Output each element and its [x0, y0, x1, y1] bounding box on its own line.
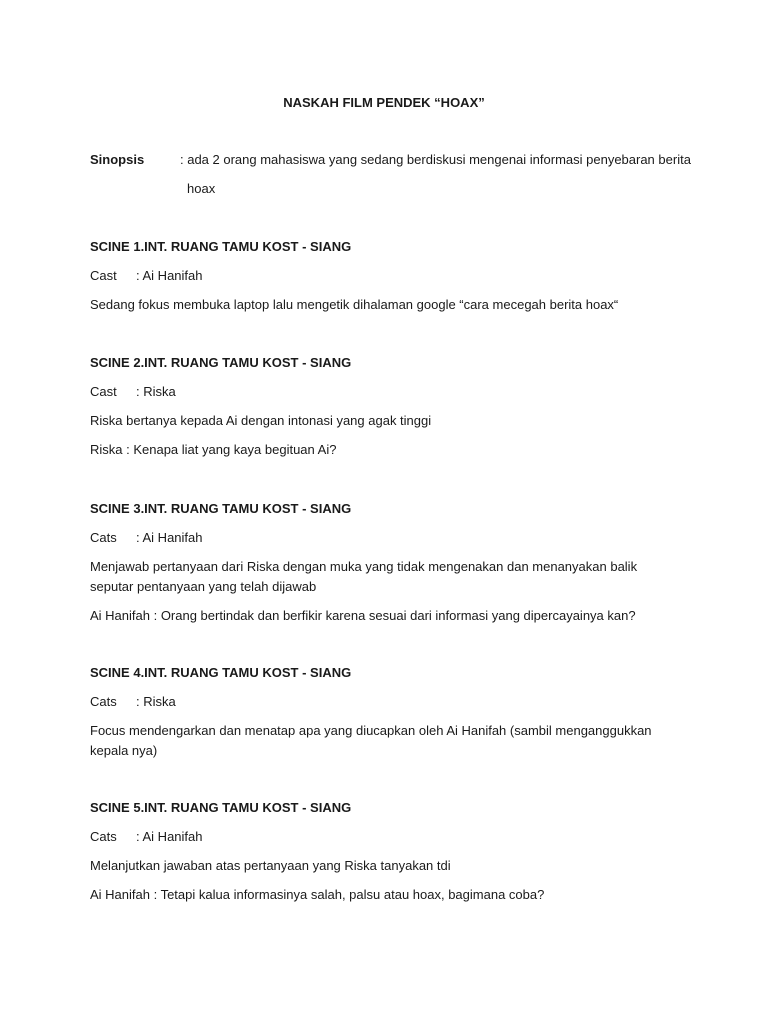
scene-dialogue: Ai Hanifah : Orang bertindak dan berfikir karena sesuai dari informasi yang dipercayainya kan? [90, 608, 636, 623]
scene-line: Sedang fokus membuka laptop lalu mengetik dihalaman google “cara mecegah berita hoax“ [90, 297, 619, 312]
scene-line: Menjawab pertanyaan dari Riska dengan muka yang tidak mengenakan dan menanyakan balik seputar pentanyaan yang telah dijawab [90, 559, 638, 594]
scene-heading: SCINE 3.INT. RUANG TAMU KOST - SIANG [90, 501, 352, 516]
scene-heading: SCINE 1.INT. RUANG TAMU KOST - SIANG [90, 239, 352, 254]
scene-heading: SCINE 5.INT. RUANG TAMU KOST - SIANG [90, 800, 352, 815]
scene-line: Melanjutkan jawaban atas pertanyaan yang Riska tanyakan tdi [90, 858, 451, 873]
cast-value: : Ai Hanifah [136, 530, 203, 545]
scene-heading: SCINE 4.INT. RUANG TAMU KOST - SIANG [90, 665, 352, 680]
cast-label: Cats [90, 829, 117, 844]
scene-5 [90, 798, 680, 905]
scene-4 [90, 663, 680, 761]
scene-2 [90, 353, 680, 460]
scene-dialogue: Ai Hanifah : Tetapi kalua informasinya salah, palsu atau hoax, bagimana coba? [90, 887, 545, 902]
cast-row [90, 266, 680, 286]
synopsis-text-line-1: : ada 2 orang mahasiswa yang sedang berdiskusi mengenai informasi penyebaran berita [180, 152, 691, 167]
cast-row [90, 382, 680, 402]
cast-label: Cats [90, 530, 117, 545]
cast-value: : Riska [136, 384, 176, 399]
scene-line: Riska bertanya kepada Ai dengan intonasi yang agak tinggi [90, 413, 432, 428]
scene-3 [90, 499, 680, 626]
synopsis-label: Sinopsis [90, 152, 145, 167]
synopsis-text-line-2: hoax [187, 181, 216, 196]
cast-row [90, 528, 680, 548]
cast-label: Cast [90, 268, 117, 283]
cast-label: Cats [90, 694, 117, 709]
scene-heading: SCINE 2.INT. RUANG TAMU KOST - SIANG [90, 355, 352, 370]
document-title: NASKAH FILM PENDEK “HOAX” [283, 95, 485, 110]
scene-dialogue: Riska : Kenapa liat yang kaya begituan Ai? [90, 442, 337, 457]
cast-row [90, 827, 680, 847]
cast-value: : Riska [136, 694, 176, 709]
scene-1 [90, 237, 680, 315]
scene-line: Focus mendengarkan dan menatap apa yang diucapkan oleh Ai Hanifah (sambil menganggukkan kepala nya) [90, 723, 652, 758]
cast-value: : Ai Hanifah [136, 268, 203, 283]
cast-label: Cast [90, 384, 117, 399]
cast-value: : Ai Hanifah [136, 829, 203, 844]
cast-row [90, 692, 680, 712]
